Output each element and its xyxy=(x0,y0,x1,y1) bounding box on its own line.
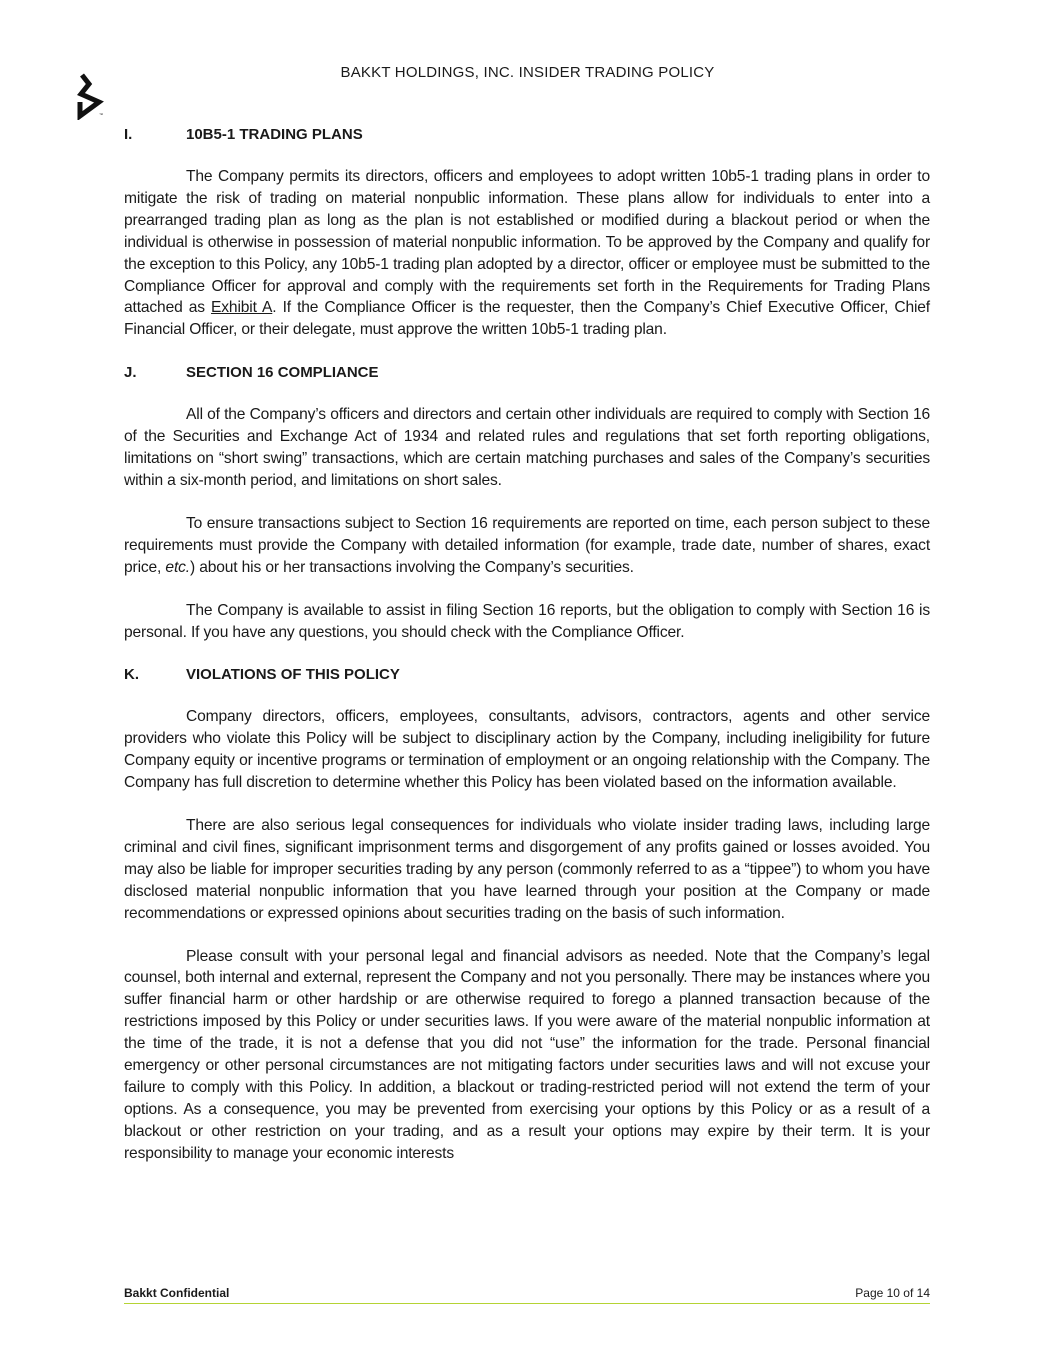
section-heading-j xyxy=(124,362,930,384)
paragraph: There are also serious legal consequences for individuals who violate insider trading laws, including large criminal and civil fines, significant imprisonment terms and disgorgement of any profits gained or losses avoided. You may also be liable for improper securities trading by any person (commonly referred to as a “tippee”) to whom you have disclosed material nonpublic information that you have learned through your position at the Company or made recommendations or expressed opinions about securities trading on the basis of such information. xyxy=(124,817,930,922)
section-letter: J. xyxy=(124,364,137,382)
document-body xyxy=(124,124,930,1186)
section-letter: I. xyxy=(124,126,133,143)
section-heading-i xyxy=(124,124,930,146)
paragraph-text: The Company permits its directors, officers and employees to adopt written 10b5-1 trading plans in order to mitigate the risk of trading on material nonpublic information. These plans allow for individuals to enter into a prearranged trading plan as long as the plan is not established or modified during a blackout period or when the individual is otherwise in possession of material nonpublic information. To be approved by the Company and qualify for the exception to this Policy, any 10b5-1 trading plan adopted by a director, officer or employee must be submitted to the Compliance Officer for approval and comply with the requirements set forth in the Requirements for Trading Plans attached as xyxy=(124,168,930,317)
paragraph: The Company is available to assist in filing Section 16 reports, but the obligation to comply with Section 16 is personal. If you have any questions, you should check with the Compliance Officer. xyxy=(124,601,930,641)
footer-page-number: Page 10 of 14 xyxy=(855,1286,930,1300)
section-title: 10B5-1 TRADING PLANS xyxy=(186,126,363,143)
paragraph: Company directors, officers, employees, consultants, advisors, contractors, agents and other service providers who violate this Policy will be subject to disciplinary action by the Company, including ineligibility for future Company equity or incentive programs or termination of employment or an ongoing relationship with the Company. The Company has full discretion to determine whether this Policy has been violated based on the information available. xyxy=(124,708,930,792)
paragraph-text: To ensure transactions subject to Section 16 requirements are reported on time, each person subject to these requirements must provide the Company with detailed information (for example, trade date, number of shares, exact price, xyxy=(124,514,930,576)
italic-text: etc. xyxy=(165,558,190,576)
paragraph: All of the Company’s officers and directors and certain other individuals are required to comply with Section 16 of the Securities and Exchange Act of 1934 and related rules and regulations that set forth reporting obligations, limitations on “short swing” transactions, which are certain matching purchases and sales of the Company’s securities within a six-month period, and limitations on short sales. xyxy=(124,406,930,489)
section-letter: K. xyxy=(124,666,139,684)
paragraph xyxy=(124,513,930,579)
section-heading-k xyxy=(124,664,930,686)
section-title: SECTION 16 COMPLIANCE xyxy=(186,364,379,382)
document-header-title: BAKKT HOLDINGS, INC. INSIDER TRADING POLICY xyxy=(340,64,715,81)
section-title: VIOLATIONS OF THIS POLICY xyxy=(186,666,400,684)
exhibit-a-link[interactable]: Exhibit A xyxy=(211,299,273,317)
paragraph xyxy=(124,166,930,341)
page-footer xyxy=(124,1286,930,1304)
paragraph-text: ) about his or her transactions involving the Company’s securities. xyxy=(189,558,634,576)
paragraph-text: . If the Compliance Officer is the requester, then the Company’s Chief Executive Officer, Chief Financial Officer, or their delegate, must approve the written 10b5-1 trading plan. xyxy=(124,299,930,339)
paragraph: Please consult with your personal legal and financial advisors as needed. Note that the Company’s legal counsel, both internal and external, represent the Company and not you personally. There may be instances where you suffer financial harm or other hardship or are otherwise required to forego a planned transaction because of the restrictions imposed by this Policy or under securities laws. If you were aware of the material nonpublic information at the time of the trade, it is not a defense that you did not “use” the information for the trade. Personal financial emergency or other personal circumstances are not mitigating factors under securities laws and will not excuse your failure to comply with this Policy. In addition, a blackout or trading-restricted period will not extend the term of your options. As a consequence, you may be prevented from exercising your options by this Policy or as a result of a blackout or other restriction on your trading, and as a result your options may expire by their term. It is your responsibility to manage your economic interests xyxy=(124,947,930,1162)
footer-confidential-label: Bakkt Confidential xyxy=(124,1286,230,1300)
svg-text:™: ™ xyxy=(99,112,103,117)
